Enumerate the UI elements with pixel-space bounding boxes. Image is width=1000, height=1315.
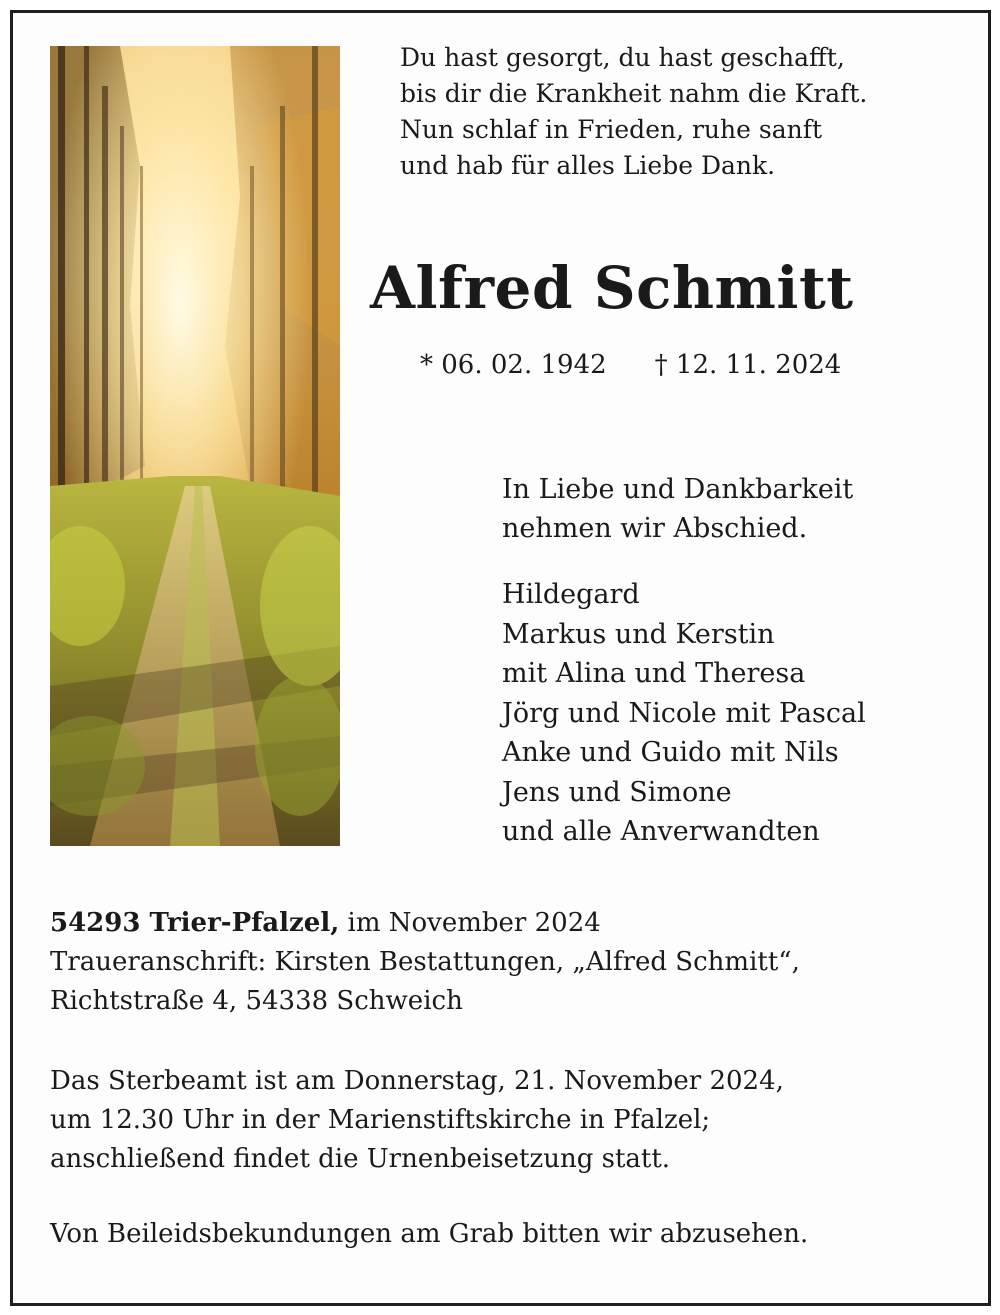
place: 54293 Trier-Pfalzel, <box>50 908 340 938</box>
mourner-entry: Anke und Guido mit Nils <box>502 737 839 768</box>
mourner-entry: Markus und Kerstin <box>502 618 775 650</box>
verse-line: und hab für alles Liebe Dank. <box>400 151 776 180</box>
mourners-list <box>502 575 962 852</box>
life-dates <box>420 345 940 385</box>
memorial-verse <box>400 40 960 184</box>
verse-line: bis dir die Krankheit nahm die Kraft. <box>400 79 868 108</box>
service-line: anschließend findet die Urnenbeisetzung statt. <box>50 1144 671 1174</box>
place-date-line <box>50 904 950 943</box>
condolence-note: Von Beileidsbekundungen am Grab bitten wir abzusehen. <box>50 1219 809 1249</box>
death-date: † 12. 11. 2024 <box>654 350 842 380</box>
announcement-date: im November 2024 <box>339 908 601 938</box>
funeral-service-info <box>50 1062 950 1179</box>
location-and-address <box>50 904 950 1021</box>
mourner-entry: Jens und Simone <box>502 776 732 808</box>
forest-path-photo <box>50 46 340 846</box>
mourner-entry: Jörg und Nicole mit Pascal <box>502 697 866 729</box>
verse-line: Du hast gesorgt, du hast geschafft, <box>400 43 845 72</box>
farewell-line: In Liebe und Dankbarkeit <box>502 474 854 505</box>
verse-line: Nun schlaf in Frieden, ruhe sanft <box>400 115 823 144</box>
service-line: Das Sterbeamt ist am Donnerstag, 21. November 2024, <box>50 1066 784 1096</box>
deceased-name: Alfred Schmitt <box>370 254 854 322</box>
farewell-line: nehmen wir Abschied. <box>502 513 808 544</box>
service-line: um 12.30 Uhr in der Marienstiftskirche in Pfalzel; <box>50 1105 711 1135</box>
mourning-address-line: Richtstraße 4, 54338 Schweich <box>50 986 463 1016</box>
mourner-entry: und alle Anverwandten <box>502 816 820 847</box>
birth-date: * 06. 02. 1942 <box>420 350 607 380</box>
mourning-address-line: Traueranschrift: Kirsten Bestattungen, „Alfred Schmitt“, <box>50 947 800 977</box>
mourner-entry: Hildegard <box>502 579 640 610</box>
farewell-text <box>502 470 962 548</box>
mourner-entry: mit Alina und Theresa <box>502 658 806 689</box>
